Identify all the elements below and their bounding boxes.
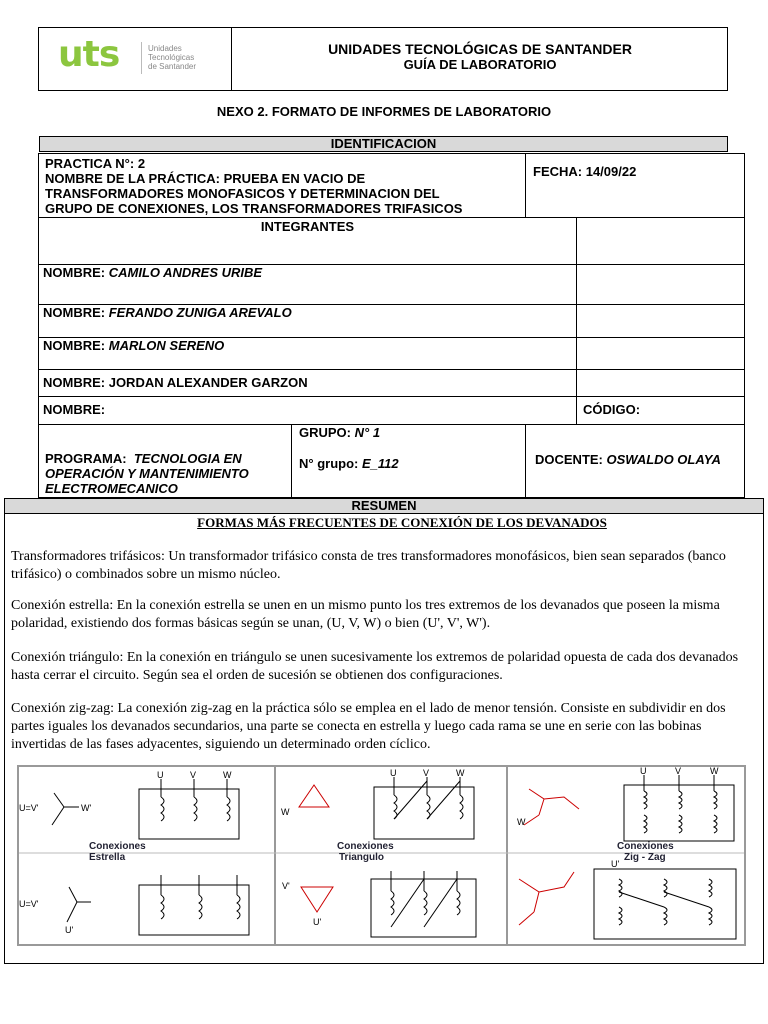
svg-text:W: W xyxy=(456,768,465,778)
program-value-3: ELECTROMECANICO xyxy=(45,481,178,496)
uts-logo xyxy=(58,34,228,80)
member-row-2-side xyxy=(576,304,745,338)
svg-text:W: W xyxy=(223,770,232,780)
svg-text:V': V' xyxy=(282,881,290,891)
logo-sub-1: Unidades xyxy=(148,44,182,53)
teacher-value: OSWALDO OLAYA xyxy=(606,452,721,467)
teacher-field xyxy=(535,452,721,467)
uts-logo-text: uts xyxy=(58,34,120,75)
zigzag-symbol-bottom xyxy=(519,872,574,925)
delta-windings-bottom xyxy=(371,871,476,937)
group-number-field xyxy=(299,456,399,471)
delta-symbol-bottom xyxy=(301,887,333,912)
members-heading: INTEGRANTES xyxy=(260,219,355,234)
paragraph-delta: Conexión triángulo: En la conexión en triángulo se unen sucesivamente los extremos de polaridad opuesta de cada dos devanados hasta cerrar el circuito. Según sea el orden de sucesión se obtienen dos configuraciones. xyxy=(11,650,739,683)
group-label: GRUPO: xyxy=(299,425,351,440)
zigzag-windings-top xyxy=(624,775,734,841)
svg-text:V: V xyxy=(423,768,430,778)
star-symbol-top xyxy=(52,793,79,825)
zigzag-symbol-top xyxy=(524,789,579,825)
logo-sub-2: Tecnológicas xyxy=(148,53,195,62)
group-value: N° 1 xyxy=(354,425,381,440)
caption-zigzag-1: Conexiones xyxy=(617,841,674,852)
svg-text:U: U xyxy=(157,770,164,780)
member-1-name: CAMILO ANDRES URIBE xyxy=(108,265,263,280)
member-2-label: NOMBRE: xyxy=(43,305,106,320)
svg-text:U: U xyxy=(640,767,647,776)
member-1-label: NOMBRE: xyxy=(43,265,106,280)
member-2 xyxy=(43,305,292,320)
caption-delta-1: Conexiones xyxy=(337,841,394,852)
svg-text:U': U' xyxy=(65,925,74,935)
svg-text:U': U' xyxy=(611,859,620,869)
logo-sub-3: de Santander xyxy=(148,62,197,71)
summary-heading: RESUMEN xyxy=(351,498,417,513)
svg-text:U': U' xyxy=(313,917,322,927)
star-windings-top xyxy=(139,779,239,839)
svg-text:V: V xyxy=(675,767,682,776)
program-value-2: OPERACIÓN Y MANTENIMIENTO xyxy=(45,466,249,481)
svg-text:V: V xyxy=(190,770,197,780)
code-label: CÓDIGO: xyxy=(583,402,641,417)
member-row-5 xyxy=(38,396,577,425)
member-2-name: FERANDO ZUNIGA AREVALO xyxy=(108,305,292,320)
star-top-label-w: W' xyxy=(81,803,92,813)
guide-title: GUÍA DE LABORATORIO xyxy=(403,57,557,72)
member-3-label: NOMBRE: xyxy=(43,338,106,353)
summary-subtitle: FORMAS MÁS FRECUENTES DE CONEXIÓN DE LOS DEVANADOS xyxy=(197,515,607,530)
member-5: NOMBRE: xyxy=(43,402,106,417)
member-3 xyxy=(43,338,224,353)
paragraph-transformers: Transformadores trifásicos: Un transformador trifásico consta de tres transformadores monofásicos, bien sean separados (banco trifásico) o combinados sobre un mismo núcleo. xyxy=(11,549,726,582)
svg-text:W: W xyxy=(710,767,719,776)
member-4: NOMBRE: JORDAN ALEXANDER GARZON xyxy=(43,375,308,390)
member-row-3-side xyxy=(576,337,745,370)
zigzag-windings-bottom xyxy=(594,869,736,939)
program-line-1 xyxy=(45,451,242,466)
teacher-label: DOCENTE: xyxy=(535,452,603,467)
delta-windings-top xyxy=(374,777,474,839)
connection-diagrams xyxy=(17,765,746,946)
connection-diagrams-svg xyxy=(19,767,744,944)
members-side-cell xyxy=(576,217,745,265)
star-symbol-bottom xyxy=(67,887,91,922)
member-row-1-side xyxy=(576,264,745,305)
annex-title: NEXO 2. FORMATO DE INFORMES DE LABORATORIO xyxy=(216,104,552,119)
program-label: PROGRAMA: xyxy=(45,451,127,466)
date-field: FECHA: 14/09/22 xyxy=(533,164,637,179)
svg-text:W: W xyxy=(281,807,290,817)
member-3-name: MARLON SERENO xyxy=(108,338,225,353)
caption-star-2: Estrella xyxy=(89,852,126,863)
identification-heading: IDENTIFICACION xyxy=(330,136,437,151)
caption-zigzag-2: Zig - Zag xyxy=(624,852,666,863)
paragraph-zigzag: Conexión zig-zag: La conexión zig-zag en la práctica sólo se emplea en el lado de menor tensión. Consiste en subdividir en dos partes iguales los devanados secundarios, una parte se conecta en estrella y luego cada rama se une en serie con las bobinas invertidas de las fases adyacentes, siguiendo un determinado orden cíclico. xyxy=(11,701,726,752)
program-value-1: TECNOLOGIA EN xyxy=(133,451,242,466)
practice-name-3: GRUPO DE CONEXIONES, LOS TRANSFORMADORES TRIFASICOS xyxy=(45,201,463,216)
group-field xyxy=(299,425,380,440)
practice-name-1: NOMBRE DE LA PRÁCTICA: PRUEBA EN VACIO DE xyxy=(45,171,366,186)
star-windings-bottom xyxy=(139,875,249,935)
date-cell xyxy=(525,153,745,218)
star-top-label-u: U=V' xyxy=(19,803,39,813)
star-bottom-label: U=V' xyxy=(19,899,39,909)
practice-name-2: TRANSFORMADORES MONOFASICOS Y DETERMINACION DEL xyxy=(45,186,440,201)
group-number-value: E_112 xyxy=(361,456,399,471)
caption-star-1: Conexiones xyxy=(89,841,146,852)
delta-symbol-top xyxy=(299,785,329,807)
member-1 xyxy=(43,265,262,280)
practice-number: PRACTICA N°: 2 xyxy=(45,156,146,171)
caption-delta-2: Triangulo xyxy=(339,852,384,863)
member-row-4-side xyxy=(576,369,745,397)
svg-text:W: W xyxy=(517,817,526,827)
svg-text:U: U xyxy=(390,768,397,778)
group-number-label: N° grupo: xyxy=(299,456,359,471)
institution-name: UNIDADES TECNOLÓGICAS DE SANTANDER xyxy=(328,41,632,57)
paragraph-star: Conexión estrella: En la conexión estrella se unen en un mismo punto los tres extremos de los devanados que poseen la misma polaridad, existiendo dos formas básicas según se unan, (U, V, W) o bien (U', V', W'). xyxy=(11,598,720,631)
